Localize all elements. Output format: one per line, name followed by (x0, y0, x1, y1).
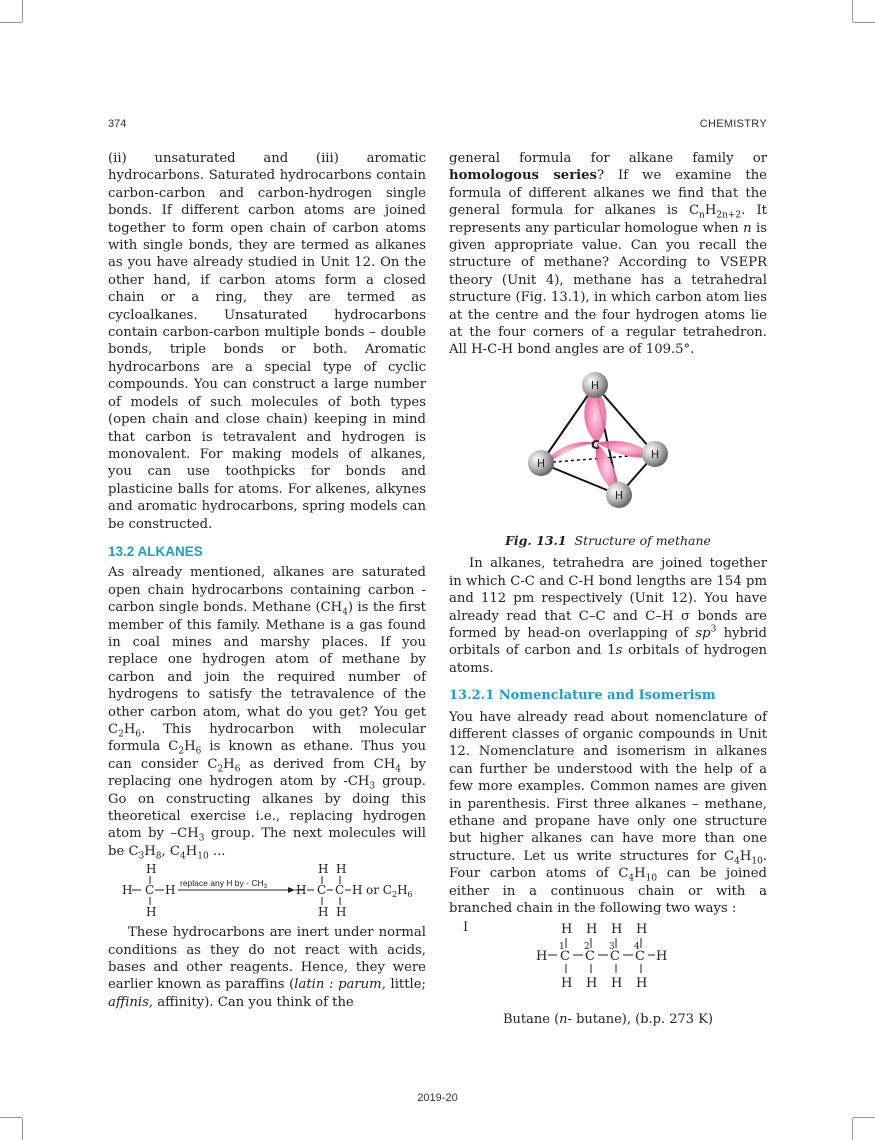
butane-structure-diagram (449, 917, 767, 1007)
atom-h: H (611, 976, 623, 992)
crop-mark (853, 1117, 875, 1118)
isomer-label: I (463, 920, 469, 936)
atom-h: H (590, 378, 600, 392)
arrow-label: replace any H by - CH (180, 878, 264, 889)
paragraph: (ii) unsaturated and (iii) aromatic hydrocarbons. Saturated hydrocarbons contain carbon-carbon and carbon-hydrogen single bonds. If different carbon atoms are joined together to form open chain of carbon atoms with single bonds, they are termed as alkanes as you have already studied in Unit 12. On the other hand, if carbon atoms form a closed chain or a ring, they are termed as cycloalkanes. Unsaturated hydrocarbons contain carbon-carbon multiple bonds – double bonds, triple bonds or both. Aromatic hydrocarbons are a special type of cyclic compounds. You can construct a large number of models of such molecules of both types (open chain and close chain) keeping in mind that carbon is tetravalent and hydrogen is monovalent. For making models of alkanes, you can use toothpicks for bonds and plasticine balls for atoms. For alkenes, alkynes and aromatic hydrocarbons, spring models can be constructed. (108, 151, 426, 532)
atom-h: H (146, 862, 157, 877)
key-term: homologous series (449, 168, 597, 184)
atom-h: H (656, 949, 668, 965)
atom-c: C (335, 883, 345, 898)
crop-mark (852, 1118, 853, 1140)
atom-h: H (296, 883, 307, 898)
atom-h: H (536, 456, 546, 470)
paragraph: As already mentioned, alkanes are saturated open chain hydrocarbons containing carbon - carbon single bonds. Methane $(CH_4)$ is the first member of this family. Methane is a gas found in coal mines and marshy places. If you replace one hydrogen atom of methane by carbon and join the required number of hydrogens to satisfy the tetravalence of the other carbon atom, what do you get? You get $C_2H_6$. This hydrocarbon with molecular formula $C_2H_6$ is known as ethane. Thus you can consider $C_2H_6$ as derived from $CH_4$ by replacing one hydrogen atom by $-CH_3$ group. Go on constructing alkanes by doing this theoretical exercise i.e., replacing hydrogen atom by $-CH_3$ group. The next molecules will be $C_3H_8$, $C_4H_{10}$ ... (108, 565, 426, 862)
carbon-number: 4 (634, 942, 640, 953)
atom-h: H (614, 488, 624, 502)
atom-h: H (636, 922, 648, 938)
right-column (449, 150, 767, 1029)
atom-c: C (610, 949, 620, 965)
atom-h: H (536, 949, 548, 965)
paragraph: general formula for alkane family or homologous series? If we examine the formula of different alkanes we find that the general formula for alkanes is $C_nH_{2n+2}$. It represents any particular homologue when n is given appropriate value. Can you recall the structure of methane? According to VSEPR theory (Unit 4), methane has a tetrahedral structure (Fig. 13.1), in which carbon atom lies at the centre and the four hydrogen atoms lie at the four corners of a regular tetrahedron. All H-C-H bond angles are of 109.5°. (449, 151, 767, 358)
butane-structure (449, 917, 767, 1007)
figure-caption: Fig. 13.1 Structure of methane (505, 532, 711, 548)
atom-h: H (352, 883, 363, 898)
atom-h: H (122, 883, 133, 898)
atom-c: C (585, 949, 595, 965)
atom-h: H (561, 922, 573, 938)
atom-h: H (561, 976, 573, 992)
carbon-number: 1 (559, 942, 565, 953)
methane-structure-diagram (449, 365, 767, 530)
svg-text:or C2H6: or $C_2H_6$ (366, 883, 413, 900)
paragraph: You have already read about nomenclature of different classes of organic compounds in Unit 12. Nomenclature and isomerism in alkanes can further be understood with the help of a few more examples. Common names are given in parenthesis. First three alkanes – methane, ethane and propane have only one structure but higher alkanes can have more than one structure. Let us write structures for $C_4H_{10}$. Four carbon atoms of $C_4H_{10}$ can be joined either in a continuous chain or with a branched chain in the following two ways : (449, 709, 767, 916)
equation-diagram (108, 862, 426, 922)
atom-h: H (636, 976, 648, 992)
butane-caption: Butane (n- butane), (b.p. 273 K) (503, 1012, 713, 1028)
atom-h: H (611, 922, 623, 938)
atom-h: H (336, 862, 347, 877)
atom-c: C (591, 437, 600, 452)
subsection-heading: 13.2.1 Nomenclature and Isomerism (449, 688, 716, 704)
methane-to-ethane-equation (108, 862, 426, 922)
atom-c: C (560, 949, 570, 965)
page-number: 374 (108, 118, 127, 130)
equation-or-text: or C (366, 883, 392, 898)
svg-text:replace any H by - CH3: replace any H by - $CH_3$ (180, 878, 267, 891)
atom-c: C (317, 883, 327, 898)
atom-h: H (586, 976, 598, 992)
crop-mark (22, 1118, 23, 1140)
section-heading: 13.2 ALKANES (108, 543, 203, 559)
methane-figure (449, 365, 767, 530)
atom-h: H (318, 862, 329, 877)
running-header: CHEMISTRY (699, 118, 767, 130)
page-footer: 2019-20 (417, 1092, 458, 1104)
crop-mark (852, 0, 853, 22)
atom-c: C (635, 949, 645, 965)
atom-h: H (318, 905, 329, 920)
atom-h: H (336, 905, 347, 920)
carbon-number: 2 (584, 942, 590, 953)
atom-h: H (146, 905, 157, 920)
crop-mark (22, 0, 23, 22)
crop-mark (853, 22, 875, 23)
paragraph: In alkanes, tetrahedra are joined together in which C-C and C-H bond lengths are 154 pm and 112 pm respectively (Unit 12). You have already read that C–C and C–H σ bonds are formed by head-on overlapping of $sp^3$ hybrid orbitals of carbon and 1s orbitals of hydrogen atoms. (449, 556, 767, 676)
atom-c: C (145, 883, 155, 898)
atom-h: H (586, 922, 598, 938)
crop-mark (0, 1117, 22, 1118)
crop-mark (0, 22, 22, 23)
atom-h: H (650, 447, 660, 461)
carbon-number: 3 (609, 942, 615, 953)
atom-h: H (165, 883, 176, 898)
paragraph: These hydrocarbons are inert under normal conditions as they do not react with acids, bases and other reagents. Hence, they were earlier known as paraffins (latin : parum, little; affinis, affinity). Can you think of the (108, 925, 426, 1010)
left-column (108, 150, 426, 1011)
